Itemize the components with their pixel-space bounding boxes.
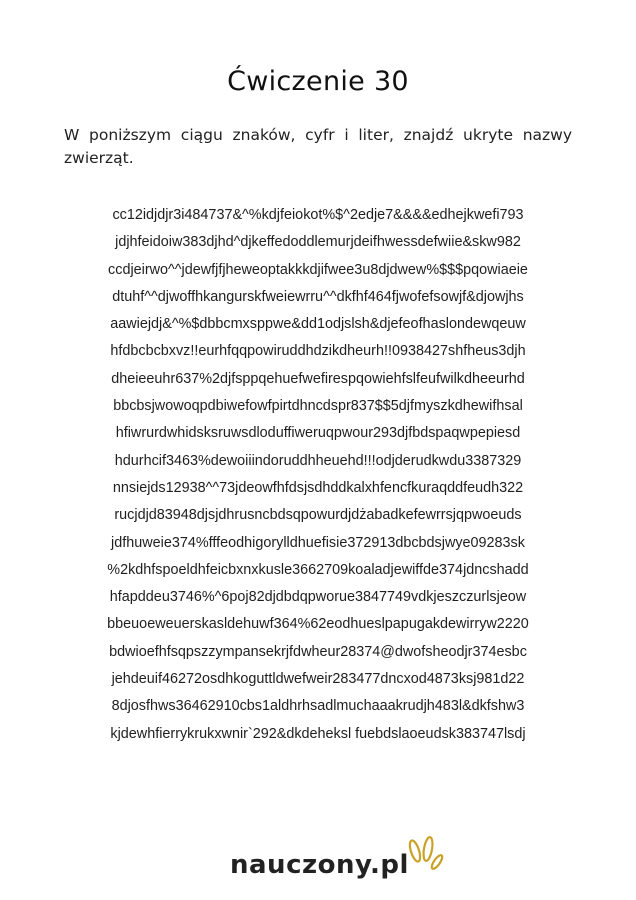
letter-row-18: jehdeuif46272osdhkoguttldwefweir283477dncxod4873ksj981d22	[111, 671, 525, 688]
letter-row-6: hfdbcbcbxvz!!eurhfqqpowiruddhdzikdheurh!!0938427shfheus3djh	[110, 343, 526, 360]
letter-row-20: kjdewhfierrykrukxwnir`292&dkdeheksl fuebdslaoeudsk383747lsdj	[110, 725, 526, 742]
leaf-sprout-icon	[404, 834, 444, 878]
letter-row-13: jdfhuweie374%fffeodhigorylldhuefisie372913dbcbdsjwye09283sk	[111, 534, 525, 551]
letter-row-19: 8djosfhws36462910cbs1aldhrhsadlmuchaaakrudjh483l&dkfshw3	[111, 698, 525, 715]
letter-row-10: hdurhcif3463%dewoiiindoruddhheuehd!!!odjderudkwdu3387329	[114, 452, 522, 469]
brand-logo-text: nauczony.pl	[230, 850, 409, 880]
letter-row-7: dheieeuhr637%2djfsppqehuefwefirespqowiehfslfeufwilkdheeurhd	[111, 370, 525, 387]
brand-logo[interactable]	[230, 834, 460, 894]
letter-row-11: nnsiejds12938^^73jdeowfhfdsjsdhddkalxhfencfkuraqddfeudh322	[112, 479, 524, 496]
letter-row-16: bbeuoeweuerskasldehuwf364%62eodhueslpapugakdewirryw2220	[107, 616, 529, 633]
exercise-instruction: W poniższym ciągu znaków, cyfr i liter, znajdź ukryte nazwy zwierząt.	[64, 126, 572, 167]
letter-row-15: hfapddeu3746%^6poj82djdbdqpworue3847749vdkjeszczurlsjeow	[109, 589, 527, 606]
letter-row-12: rucjdjd83948djsjdhrusncbdsqpowurdjdżabadkefewrrsjqpwoeuds	[114, 507, 522, 524]
letter-row-17: bdwioefhfsqpszzympansekrjfdwheur28374@dwofsheodjr374esbc	[109, 643, 527, 660]
letter-row-2: jdjhfeidoiw383djhd^djkeffedoddlemurjdeifhwessdefwiie&skw982	[115, 234, 521, 251]
letter-row-3: ccdjeirwo^^jdewfjfjheweoptakkkdjifwee3u8djdwew%$$$pqowiaeie	[108, 261, 528, 278]
letter-grid	[50, 202, 586, 748]
letter-row-4: dtuhf^^djwoffhkangurskfweiewrru^^dkfhf464fjwofefsowjf&djowjhs	[112, 288, 524, 305]
page-title: Ćwiczenie 30	[227, 66, 409, 97]
letter-row-14: %2kdhfspoeldhfeicbxnxkusle3662709koaladjewiffde374jdncshadd	[107, 561, 529, 578]
letter-row-9: hfiwrurdwhidsksruwsdloduffiweruqpwour293djfbdspaqwpepiesd	[115, 425, 521, 442]
letter-row-8: bbcbsjwowoqpdbiwefowfpirtdhncdspr837$$5djfmyszkdhewifhsal	[113, 398, 523, 415]
letter-row-5: aawiejdj&^%$dbbcmxsppwe&dd1odjslsh&djefeofhaslondewqeuw	[110, 316, 526, 333]
letter-row-1: cc12idjdjr3i484737&^%kdjfeiokot%$^2edje7&&&&edhejkwefi793	[112, 207, 524, 223]
